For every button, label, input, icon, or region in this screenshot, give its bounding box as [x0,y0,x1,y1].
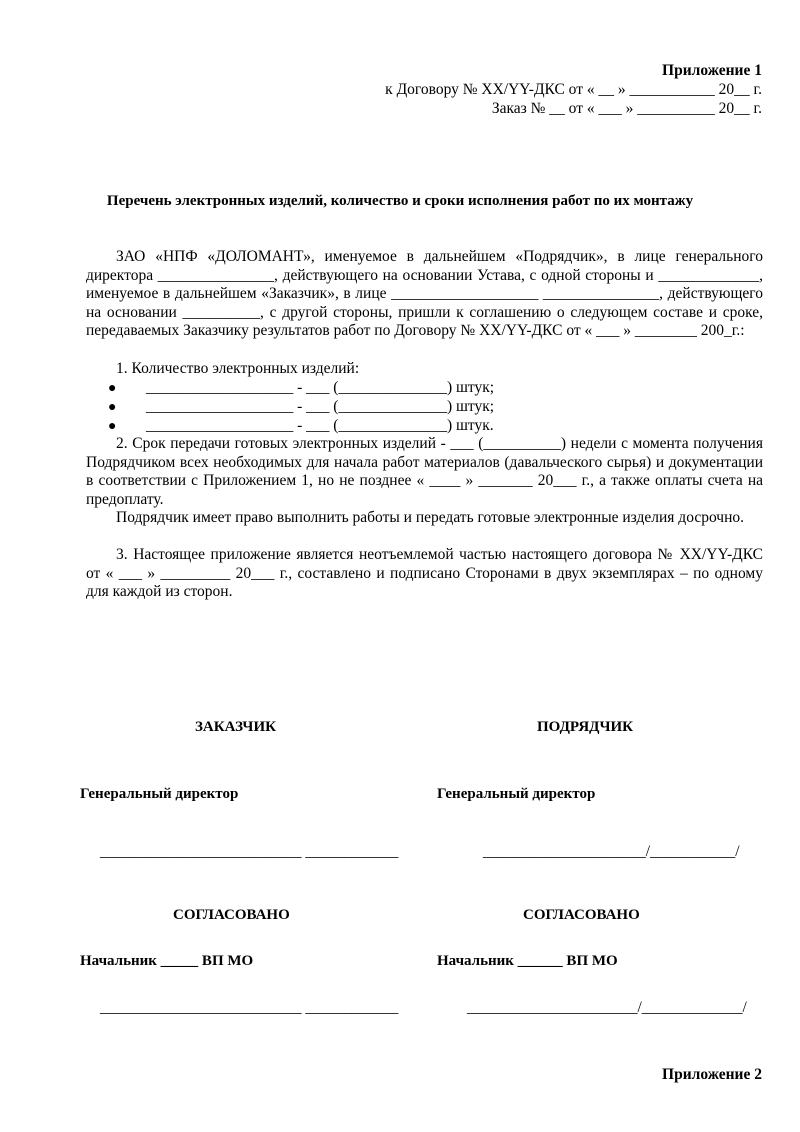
document-title: Перечень электронных изделий, количество и сроки исполнения работ по их монтажу [106,193,694,209]
customer-chief-label: Начальник _____ ВП МО [80,953,254,969]
contractor-chief-label: Начальник ______ ВП МО [437,953,618,969]
list-item [108,379,494,399]
contractor-signature-line: _____________________/___________/ [483,843,740,860]
customer-heading: ЗАКАЗЧИК [195,719,276,735]
item3-paragraph: 3. Настоящее приложение является неотъемлемой частью настоящего договора № XX/YY-ДКС от « ___ » _________ 20___ г., составлено и подписано Сторонами в двух экземплярах – по одному для каждой из сторон. [86,546,763,600]
customer-chief-signature-line: __________________________ ____________ [100,999,399,1016]
contractor-heading: ПОДРЯДЧИК [537,719,634,735]
list-item-text: ___________________ - ___ (______________) штук; [146,398,495,415]
contractor-chief-signature-line: ______________________/_____________/ [467,999,747,1016]
contract-reference: к Договору № XX/YY-ДКС от « __ » ___________ 20__ г. [385,81,762,98]
customer-agreed-heading: СОГЛАСОВАНО [173,907,290,923]
intro-paragraph: ЗАО «НПФ «ДОЛОМАНТ», именуемое в дальнейшем «Подрядчик», в лице генерального директора _______________, действующего на основании Устава, с одной стороны и _____________, именуемое в дальнейшем «Заказчик», в лице ___________________ _______________, действующего на основании __________, с другой стороны, пришли к соглашению о следующем составе и сроке, передаваемых Заказчику результатов работ по Договору № XX/YY-ДКС от « ___ » ________ 200_г.: [86,248,763,339]
contractor-role: Генеральный директор [437,786,596,802]
item2-note: Подрядчик имеет право выполнить работы и передать готовые электронные изделия досрочно. [116,509,745,526]
customer-signature-line: __________________________ ____________ [100,843,399,860]
bullet-icon: ● [108,400,117,415]
bullet-icon: ● [108,419,117,434]
appendix-label: Приложение 1 [662,62,762,79]
item1-heading: 1. Количество электронных изделий: [116,360,360,377]
order-reference: Заказ № __ от « ___ » __________ 20__ г. [491,100,762,117]
list-item [108,417,494,437]
customer-role: Генеральный директор [80,786,239,802]
list-item-text: ___________________ - ___ (______________) штук. [146,417,494,434]
next-appendix-label: Приложение 2 [662,1066,762,1083]
contractor-agreed-heading: СОГЛАСОВАНО [523,907,640,923]
list-item [108,398,494,418]
bullet-icon: ● [108,381,117,396]
item2-paragraph: 2. Срок передачи готовых электронных изделий - ___ (__________) недели с момента получения Подрядчиком всех необходимых для начала работ материалов (давальческого сырья) и документации в соответствии с Приложением 1, но не позднее « ____ » _______ 20___ г., а также оплаты счета на предоплату. [86,435,763,508]
list-item-text: ___________________ - ___ (______________) штук; [146,379,495,396]
